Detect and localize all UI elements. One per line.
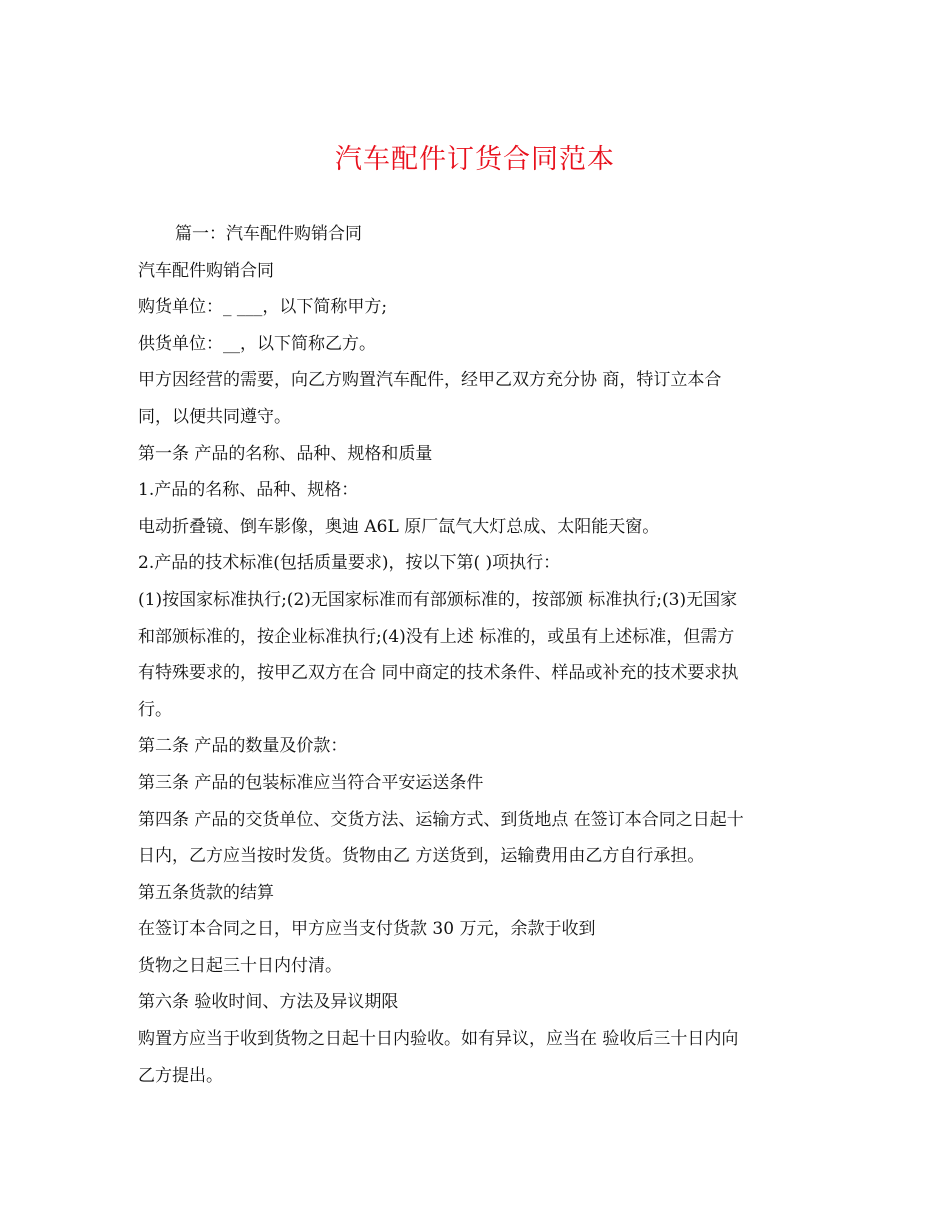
section-heading: 篇一：汽车配件购销合同 xyxy=(175,224,362,244)
paragraph-line: 在签订本合同之日，甲方应当支付货款 30 万元，余款于收到 xyxy=(138,919,596,940)
paragraph-line: 同，以便共同遵守。 xyxy=(138,406,291,427)
article-heading: 第三条 产品的包装标准应当符合平安运送条件 xyxy=(138,772,484,793)
article-heading: 第五条货款的结算 xyxy=(138,882,274,903)
article-heading: 第四条 产品的交货单位、交货方法、运输方式、到货地点 在签订本合同之日起十 xyxy=(138,809,744,830)
paragraph-line: 日内，乙方应当按时发货。货物由乙 方送货到，运输费用由乙方自行承担。 xyxy=(138,846,705,867)
paragraph-line: 货物之日起三十日内付清。 xyxy=(138,955,342,976)
paragraph-line: 乙方提出。 xyxy=(138,1065,223,1086)
supplier-line: 供货单位：__，以下简称乙方。 xyxy=(138,333,376,354)
paragraph-line: 行。 xyxy=(138,699,172,720)
paragraph-line: 2.产品的技术标准(包括质量要求)，按以下第( )项执行： xyxy=(138,553,561,574)
paragraph-line: 有特殊要求的，按甲乙双方在合 同中商定的技术条件、样品或补充的技术要求执 xyxy=(138,663,739,684)
article-heading: 第二条 产品的数量及价款： xyxy=(138,736,348,757)
buyer-line: 购货单位：_ ___，以下简称甲方; xyxy=(138,297,388,318)
paragraph-line: 甲方因经营的需要，向乙方购置汽车配件，经甲乙双方充分协 商，特订立本合 xyxy=(138,370,722,391)
contract-name: 汽车配件购销合同 xyxy=(138,260,274,281)
paragraph-line: 电动折叠镜、倒车影像，奥迪 A6L 原厂氙气大灯总成、太阳能天窗。 xyxy=(138,516,660,537)
article-heading: 第六条 验收时间、方法及异议期限 xyxy=(138,992,399,1013)
document-body xyxy=(138,216,818,1094)
paragraph-line: 和部颁标准的，按企业标准执行;(4)没有上述 标准的，或虽有上述标准，但需方 xyxy=(138,626,735,647)
paragraph-line: (1)按国家标准执行;(2)无国家标准而有部颁标准的，按部颁 标准执行;(3)无国家 xyxy=(138,589,738,610)
paragraph-line: 购置方应当于收到货物之日起十日内验收。如有异议，应当在 验收后三十日内向 xyxy=(138,1029,739,1050)
document-title: 汽车配件订货合同范本 xyxy=(335,144,615,175)
article-heading: 第一条 产品的名称、品种、规格和质量 xyxy=(138,443,433,464)
paragraph-line: 1.产品的名称、品种、规格： xyxy=(138,480,359,501)
